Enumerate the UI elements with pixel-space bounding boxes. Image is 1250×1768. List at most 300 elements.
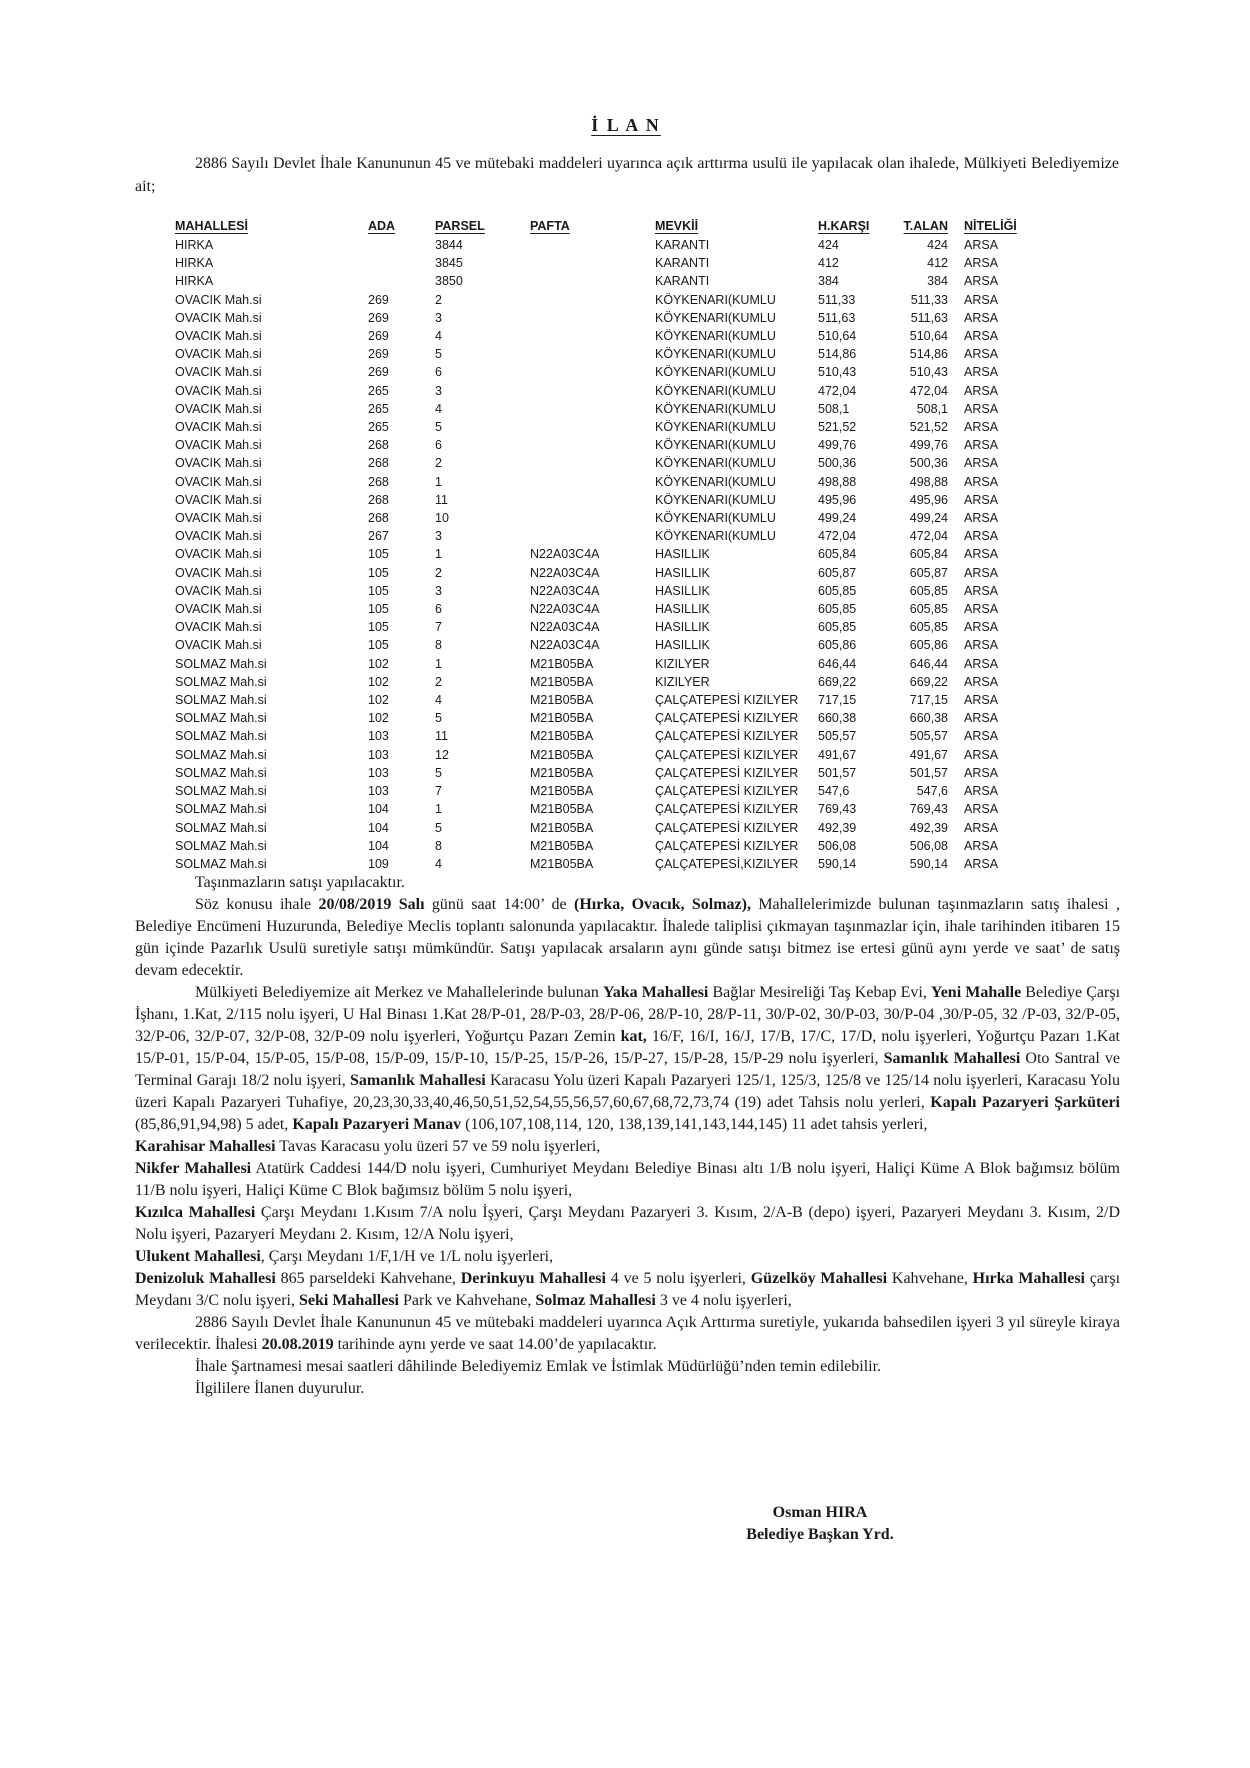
table-row	[175, 527, 1038, 545]
table-cell: SOLMAZ Mah.si	[175, 802, 267, 817]
signature-block	[690, 1502, 950, 1546]
table-cell: 605,85	[909, 602, 948, 617]
table-cell: OVACIK Mah.si	[175, 565, 262, 580]
table-cell: ARSA	[964, 492, 999, 507]
table-cell	[530, 309, 655, 327]
table-row	[175, 855, 1038, 873]
table-cell: KÖYKENARI(KUMLU	[655, 383, 776, 398]
table-cell: 4	[435, 329, 442, 344]
table-cell: KÖYKENARI(KUMLU	[655, 474, 776, 489]
table-cell: 498,88	[909, 474, 948, 489]
header-mevkii: MEVKİİ	[655, 219, 699, 233]
table-cell: ÇALÇATEPESİ KIZILYER	[655, 747, 799, 762]
table-cell: ARSA	[964, 474, 999, 489]
table-cell: ARSA	[964, 401, 999, 416]
table-cell: M21B05BA	[530, 784, 594, 799]
table-row	[175, 291, 1038, 309]
text-run: Karacasu Yolu üzeri Kapalı Pazaryeri 125/1, 125/3, 125/8 ve 125/14 nolu işyerleri, Karacasu Yolu üzeri Kapalı Pazaryeri Tuhafiye, 20,23,30,33,40,46,50,51,52,54,55,56,57,60,67,68,72,73,74 (19) adet Tahsis nolu yerleri,	[135, 1072, 1120, 1111]
table-cell: 717,15	[818, 693, 857, 708]
bold-text-run: Solmaz Mahallesi	[535, 1292, 656, 1309]
table-cell: HASILLIK	[655, 602, 710, 617]
table-cell: ARSA	[964, 802, 999, 817]
table-cell: M21B05BA	[530, 765, 594, 780]
table-cell: M21B05BA	[530, 674, 594, 689]
table-cell: 7	[435, 620, 442, 635]
table-cell: 1	[435, 547, 442, 562]
table-cell: 4	[435, 856, 442, 871]
table-cell: 769,43	[909, 802, 948, 817]
table-cell: 511,63	[818, 310, 856, 325]
table-cell: 501,57	[818, 765, 857, 780]
table-cell	[530, 291, 655, 309]
table-cell: KIZILYER	[655, 656, 710, 671]
text-run: Mahallelerimizde bulunan taşınmazların satış ihalesi , Belediye Encümeni Huzurunda, Belediye Meclis toplantı salonunda yapılacaktır. İhalede taliplisi çıkmayan taşınmazlar için, ihale tarihinden itibaren 15 gün içinde Pazarlık Usulü suretiyle satışı mümkündür. Satışı yapılacak arsaların aynı günde satışı bitmez ise ertesi günü aynı yerde ve saat’ de satış devam edecektir.	[135, 896, 1121, 979]
table-row	[175, 309, 1038, 327]
table-cell: 269	[368, 292, 389, 307]
table-cell	[530, 473, 655, 491]
text-run: günü saat 14:00’ de	[424, 896, 574, 913]
text-run: (85,86,91,94,98) 5 adet,	[135, 1116, 293, 1133]
table-cell: OVACIK Mah.si	[175, 383, 262, 398]
table-cell	[530, 254, 655, 272]
table-cell: OVACIK Mah.si	[175, 310, 262, 325]
bold-text-run: Samanlık Mahallesi	[349, 1072, 486, 1089]
table-cell: 660,38	[818, 711, 857, 726]
table-cell: N22A03C4A	[530, 547, 600, 562]
table-cell: ARSA	[964, 729, 999, 744]
table-cell: 605,84	[909, 547, 948, 562]
table-cell: N22A03C4A	[530, 638, 600, 653]
table-cell: 508,1	[916, 401, 948, 416]
table-cell: 424	[927, 238, 948, 252]
table-cell: OVACIK Mah.si	[175, 492, 262, 507]
table-cell: KÖYKENARI(KUMLU	[655, 347, 776, 362]
table-row	[175, 618, 1038, 636]
header-niteligi: NİTELİĞİ	[964, 219, 1017, 233]
table-cell: 424	[818, 238, 839, 252]
table-cell: SOLMAZ Mah.si	[175, 747, 267, 762]
table-cell: 521,52	[909, 420, 948, 435]
table-cell: 499,24	[818, 511, 857, 526]
table-cell: ARSA	[964, 693, 999, 708]
table-cell: HASILLIK	[655, 620, 710, 635]
table-cell: M21B05BA	[530, 820, 594, 835]
table-cell: 8	[435, 838, 442, 853]
table-row	[175, 819, 1038, 837]
table-row	[175, 636, 1038, 654]
bold-text-run: Kapalı Pazaryeri Şarküteri	[930, 1094, 1120, 1111]
text-run: İlgililere İlanen duyurulur.	[195, 1380, 365, 1397]
table-cell: 10	[435, 511, 449, 526]
table-cell: 12	[435, 747, 449, 762]
table-row	[175, 691, 1038, 709]
table-cell: 105	[368, 602, 389, 617]
table-cell: 4	[435, 401, 442, 416]
table-cell: KARANTI	[655, 256, 710, 271]
table-row	[175, 655, 1038, 673]
table-cell: OVACIK Mah.si	[175, 347, 262, 362]
table-cell: ÇALÇATEPESİ KIZILYER	[655, 693, 799, 708]
table-cell	[530, 363, 655, 381]
table-cell: 605,87	[909, 565, 948, 580]
table-cell: ARSA	[964, 656, 999, 671]
paragraph	[135, 1246, 1120, 1268]
table-cell: 499,24	[909, 511, 948, 526]
table-cell: 472,04	[909, 529, 948, 544]
table-cell: 412	[818, 256, 839, 271]
auction-table	[175, 216, 1038, 873]
table-cell: KÖYKENARI(KUMLU	[655, 292, 776, 307]
table-cell: 102	[368, 711, 389, 726]
table-cell	[530, 509, 655, 527]
table-cell: 105	[368, 547, 389, 562]
text-run: Bağlar Mesireliği Taş Kebap Evi,	[708, 984, 931, 1001]
table-cell: M21B05BA	[530, 838, 594, 853]
table-cell: 3844	[435, 238, 463, 252]
table-cell: 5	[435, 347, 442, 362]
table-body	[175, 236, 1038, 873]
table-cell: 500,36	[818, 456, 857, 471]
table-cell: ARSA	[964, 820, 999, 835]
table-cell: 6	[435, 602, 442, 617]
table-row	[175, 746, 1038, 764]
paragraph	[135, 1202, 1120, 1246]
table-row	[175, 582, 1038, 600]
table-cell: 605,86	[909, 638, 948, 653]
table-cell: 646,44	[909, 656, 948, 671]
table-cell: ÇALÇATEPESİ,KIZILYER	[655, 856, 799, 871]
table-cell: KÖYKENARI(KUMLU	[655, 529, 776, 544]
table-cell: 104	[368, 802, 389, 817]
header-pafta: PAFTA	[530, 219, 570, 233]
table-cell: ARSA	[964, 784, 999, 799]
table-cell: HIRKA	[175, 256, 214, 271]
table-cell: HASILLIK	[655, 547, 710, 562]
table-cell: 669,22	[818, 674, 857, 689]
table-cell: ÇALÇATEPESİ KIZILYER	[655, 784, 799, 799]
table-cell: 495,96	[818, 492, 857, 507]
paragraph	[135, 872, 1120, 894]
text-run: Atatürk Caddesi 144/D nolu işyeri, Cumhuriyet Meydanı Belediye Binası altı 1/B nolu işyeri, Haliçi Küme A Blok bağımsız bölüm 11/B nolu işyeri, Haliçi Küme C Blok bağımsız bölüm 5 nolu işyeri,	[135, 1160, 1120, 1199]
table-cell: ARSA	[964, 383, 999, 398]
table-cell: 267	[368, 529, 389, 544]
table-cell: 104	[368, 838, 389, 853]
text-run: tarihinde aynı yerde ve saat 14.00’de yapılacaktır.	[333, 1336, 657, 1353]
header-ada: ADA	[368, 219, 396, 233]
table-cell: 268	[368, 511, 389, 526]
table-cell: 105	[368, 583, 389, 598]
table-cell: KÖYKENARI(KUMLU	[655, 401, 776, 416]
table-cell: 605,85	[818, 602, 857, 617]
table-cell: 3	[435, 583, 442, 598]
table-cell: 605,87	[818, 565, 857, 580]
body-paragraphs	[135, 872, 1120, 1400]
header-hkarsi: H.KARŞI	[818, 219, 870, 233]
table-cell: KÖYKENARI(KUMLU	[655, 438, 776, 453]
table-cell: 103	[368, 765, 389, 780]
table-cell: ARSA	[964, 456, 999, 471]
table-cell: 11	[435, 729, 448, 744]
table-cell: 472,04	[909, 383, 948, 398]
text-run: 16/F, 16/I, 16/J, 17/B, 17/C, 17/D, nolu işyerleri, Yoğurtçu Pazarı 1.Kat 15/P-01, 15/P-04, 15/P-05, 15/P-08, 15/P-09, 15/P-10, 15/P-25, 15/P-26, 15/P-27, 15/P-28, 15/P-29 nolu işyerleri,	[135, 1028, 1121, 1067]
table-cell: ARSA	[964, 420, 999, 435]
table-cell	[368, 254, 435, 272]
table-cell: OVACIK Mah.si	[175, 420, 262, 435]
table-row	[175, 363, 1038, 381]
table-cell: 717,15	[909, 693, 948, 708]
table-cell: 511,33	[818, 292, 856, 307]
table-cell: 514,86	[909, 347, 948, 362]
table-cell: 498,88	[818, 474, 857, 489]
paragraph	[135, 1312, 1120, 1356]
bold-text-run: Güzelköy Mahallesi	[750, 1270, 888, 1287]
table-cell: 7	[435, 784, 442, 799]
table-cell	[530, 418, 655, 436]
table-cell: ARSA	[964, 511, 999, 526]
table-cell: 660,38	[909, 711, 948, 726]
table-cell: ARSA	[964, 602, 999, 617]
table-cell: 6	[435, 438, 442, 453]
table-cell: 547,6	[916, 784, 948, 799]
table-cell: OVACIK Mah.si	[175, 511, 262, 526]
header-mahallesi: MAHALLESİ	[175, 219, 248, 233]
bold-text-run: Yaka Mahallesi	[602, 984, 709, 1001]
table-cell: 499,76	[818, 438, 857, 453]
table-cell: KÖYKENARI(KUMLU	[655, 511, 776, 526]
table-cell: 511,33	[910, 292, 948, 307]
paragraph	[135, 1158, 1120, 1202]
bold-text-run: Karahisar Mahallesi	[135, 1138, 276, 1155]
table-cell: 3850	[435, 274, 463, 289]
table-cell	[530, 272, 655, 290]
table-cell: SOLMAZ Mah.si	[175, 729, 267, 744]
table-cell: 2	[435, 292, 442, 307]
table-cell: 103	[368, 747, 389, 762]
table-cell: 511,63	[910, 310, 948, 325]
bold-text-run: (Hırka, Ovacık, Solmaz),	[573, 896, 751, 913]
table-cell: KARANTI	[655, 274, 710, 289]
table-cell: ARSA	[964, 674, 999, 689]
paragraph	[135, 1378, 1120, 1400]
table-cell: 412	[927, 256, 948, 271]
table-cell	[530, 436, 655, 454]
table-cell: ARSA	[964, 365, 999, 380]
page-title-text: İ L A N	[591, 115, 661, 135]
table-cell: 492,39	[909, 820, 948, 835]
text-run: Mülkiyeti Belediyemize ait Merkez ve Mahallelerinde bulunan	[195, 984, 603, 1001]
table-cell: 265	[368, 383, 389, 398]
table-cell: 472,04	[818, 529, 857, 544]
table-row	[175, 400, 1038, 418]
table-row	[175, 418, 1038, 436]
text-run: (106,107,108,114, 120, 138,139,141,143,144,145) 11 adet tahsis yerleri,	[461, 1116, 928, 1133]
table-cell: 102	[368, 674, 389, 689]
table-cell: 105	[368, 620, 389, 635]
table-cell: OVACIK Mah.si	[175, 529, 262, 544]
table-cell: OVACIK Mah.si	[175, 638, 262, 653]
table-cell: ARSA	[964, 438, 999, 453]
table-cell: SOLMAZ Mah.si	[175, 711, 267, 726]
table-cell: 769,43	[818, 802, 857, 817]
table-cell: 500,36	[909, 456, 948, 471]
table-cell: 2	[435, 674, 442, 689]
text-run: , Çarşı Meydanı 1/F,1/H ve 1/L nolu işyerleri,	[260, 1248, 554, 1265]
table-cell: OVACIK Mah.si	[175, 583, 262, 598]
table-cell: 669,22	[909, 674, 948, 689]
table-cell: SOLMAZ Mah.si	[175, 856, 267, 871]
table-cell: OVACIK Mah.si	[175, 456, 262, 471]
table-cell: 501,57	[909, 765, 948, 780]
table-cell: 472,04	[818, 383, 857, 398]
table-row	[175, 782, 1038, 800]
table-cell: ÇALÇATEPESİ KIZILYER	[655, 838, 799, 853]
bold-text-run: 20.08.2019	[261, 1336, 334, 1353]
table-cell	[530, 400, 655, 418]
table-cell: 492,39	[818, 820, 857, 835]
page-title	[135, 115, 1117, 136]
table-cell: ARSA	[964, 292, 999, 307]
table-cell: HASILLIK	[655, 638, 710, 653]
table-cell: 102	[368, 656, 389, 671]
table-cell: N22A03C4A	[530, 565, 600, 580]
table-cell: 8	[435, 638, 442, 653]
table-cell: 6	[435, 365, 442, 380]
table-cell: M21B05BA	[530, 711, 594, 726]
table-cell: 505,57	[909, 729, 948, 744]
table-cell: 506,08	[818, 838, 857, 853]
bold-text-run: kat,	[620, 1028, 647, 1045]
table-cell: 2	[435, 565, 442, 580]
table-cell: ÇALÇATEPESİ KIZILYER	[655, 729, 799, 744]
table-row	[175, 564, 1038, 582]
table-cell: 547,6	[818, 784, 850, 799]
table-row	[175, 272, 1038, 290]
table-cell: ARSA	[964, 547, 999, 562]
table-cell: N22A03C4A	[530, 620, 600, 635]
table-cell: OVACIK Mah.si	[175, 329, 262, 344]
table-cell	[530, 382, 655, 400]
table-row	[175, 345, 1038, 363]
table-row	[175, 327, 1038, 345]
header-parsel: PARSEL	[435, 219, 485, 233]
signature-name: Osman HIRA	[772, 1504, 868, 1521]
bold-text-run: Seki Mahallesi	[298, 1292, 399, 1309]
table-cell: 605,85	[818, 620, 857, 635]
text-run: Belediye Çarşı İşhanı, 1.Kat, 2/115 nolu işyeri, U Hal Binası 1.Kat 28/P-01, 28/P-03, 28/P-06, 28/P-10, 28/P-11, 30/P-02, 30/P-03, 30/P-04 ,30/P-05, 32 /P-03, 32/P-05, 32/P-06, 32/P-07, 32/P-08, 32/P-09 nolu işyerleri, Yoğurtçu Pazarı Zemin	[135, 984, 1121, 1045]
table-cell: 105	[368, 638, 389, 653]
table-cell: HASILLIK	[655, 565, 710, 580]
table-cell: SOLMAZ Mah.si	[175, 674, 267, 689]
text-run: Kahvehane,	[887, 1270, 973, 1287]
table-header-row	[175, 216, 1038, 236]
table-cell: 268	[368, 456, 389, 471]
bold-text-run: Samanlık Mahallesi	[883, 1050, 1021, 1067]
table-cell: 491,67	[909, 747, 948, 762]
table-cell: 505,57	[818, 729, 857, 744]
table-cell: M21B05BA	[530, 747, 594, 762]
table-cell: 3845	[435, 256, 463, 271]
table-cell: 590,14	[818, 856, 857, 871]
table-cell: 605,85	[818, 583, 857, 598]
table-cell: ARSA	[964, 747, 999, 762]
table-cell: 508,1	[818, 401, 850, 416]
table-row	[175, 600, 1038, 618]
table-cell: M21B05BA	[530, 856, 594, 871]
signature-title: Belediye Başkan Yrd.	[746, 1526, 894, 1543]
table-cell: M21B05BA	[530, 729, 594, 744]
table-cell: ARSA	[964, 256, 999, 271]
table-cell: 268	[368, 438, 389, 453]
table-cell: SOLMAZ Mah.si	[175, 820, 267, 835]
table-cell: ARSA	[964, 765, 999, 780]
table-cell: 1	[435, 656, 442, 671]
table-cell: 265	[368, 420, 389, 435]
table-cell	[530, 345, 655, 363]
table-cell: 514,86	[818, 347, 857, 362]
table-row	[175, 673, 1038, 691]
table-cell: OVACIK Mah.si	[175, 547, 262, 562]
table-cell: SOLMAZ Mah.si	[175, 693, 267, 708]
table-cell: OVACIK Mah.si	[175, 365, 262, 380]
table-cell: ARSA	[964, 565, 999, 580]
table-cell: 3	[435, 383, 442, 398]
table-row	[175, 709, 1038, 727]
table-cell: SOLMAZ Mah.si	[175, 838, 267, 853]
table-cell: KÖYKENARI(KUMLU	[655, 492, 776, 507]
table-row	[175, 837, 1038, 855]
table-header	[175, 216, 1038, 236]
table-cell: N22A03C4A	[530, 602, 600, 617]
table-cell: SOLMAZ Mah.si	[175, 765, 267, 780]
table-cell: HASILLIK	[655, 583, 710, 598]
table-cell: 105	[368, 565, 389, 580]
table-cell: 510,64	[909, 329, 948, 344]
table-cell: M21B05BA	[530, 693, 594, 708]
table-cell: 4	[435, 693, 442, 708]
table-row	[175, 764, 1038, 782]
table-cell: M21B05BA	[530, 802, 594, 817]
table-cell: OVACIK Mah.si	[175, 474, 262, 489]
table-cell: ARSA	[964, 638, 999, 653]
text-run: Söz konusu ihale	[195, 896, 319, 913]
table-cell: 269	[368, 365, 389, 380]
bold-text-run: 20/08/2019 Salı	[318, 896, 425, 913]
table-cell: ARSA	[964, 310, 999, 325]
paragraph	[135, 894, 1120, 982]
table-cell: 269	[368, 329, 389, 344]
table-cell: 5	[435, 420, 442, 435]
bold-text-run: Denizoluk Mahallesi	[135, 1270, 276, 1287]
text-run: çarşı Meydanı 3/C nolu işyeri,	[135, 1270, 1121, 1309]
table-cell: 5	[435, 711, 442, 726]
bold-text-run: Derinkuyu Mahallesi	[460, 1270, 606, 1287]
table-cell: 5	[435, 820, 442, 835]
table-cell: HIRKA	[175, 238, 214, 252]
table-cell	[530, 236, 655, 254]
table-cell: 495,96	[909, 492, 948, 507]
table-cell: HIRKA	[175, 274, 214, 289]
table-cell	[530, 327, 655, 345]
table-cell: OVACIK Mah.si	[175, 620, 262, 635]
table-row	[175, 509, 1038, 527]
table-cell: OVACIK Mah.si	[175, 438, 262, 453]
table-cell: KÖYKENARI(KUMLU	[655, 310, 776, 325]
table-cell: 11	[435, 492, 448, 507]
table-cell	[530, 527, 655, 545]
table-cell: ARSA	[964, 347, 999, 362]
table-cell	[530, 491, 655, 509]
table-cell: ÇALÇATEPESİ KIZILYER	[655, 802, 799, 817]
